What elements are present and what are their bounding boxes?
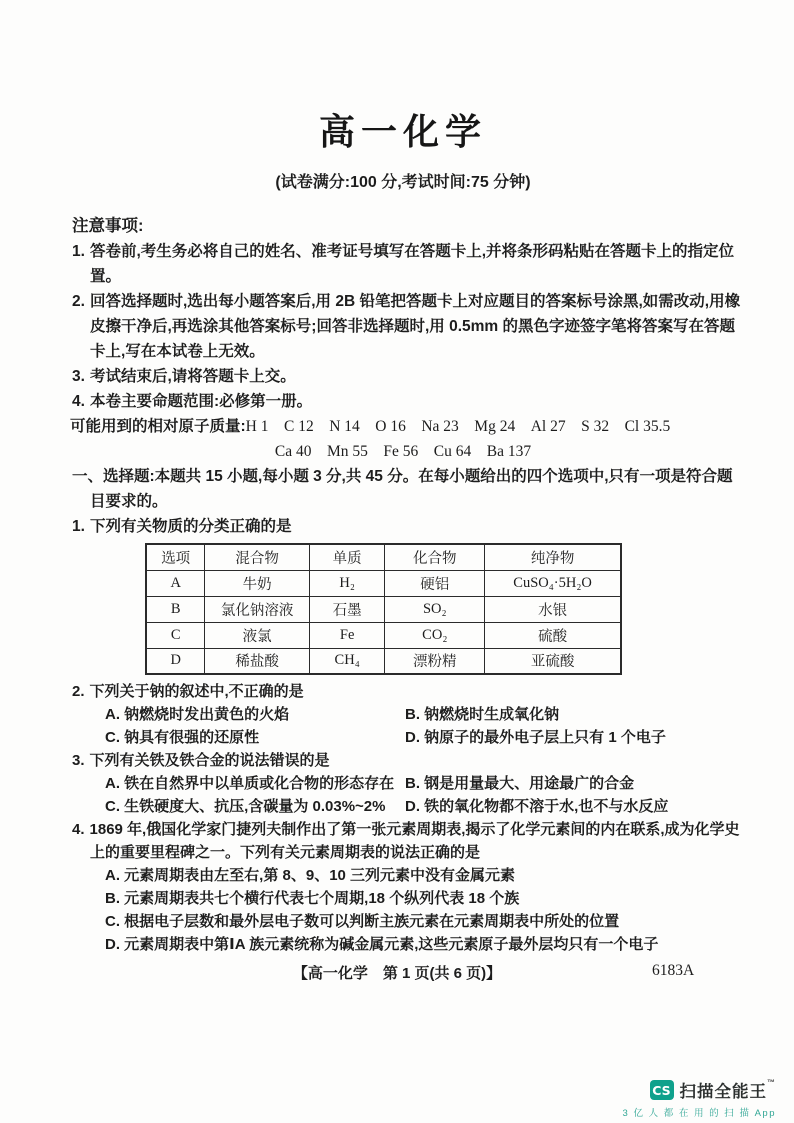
- notice-item-number: 2.: [72, 293, 85, 310]
- camscanner-logo-icon: [650, 1080, 674, 1100]
- question-stem-text: 下列有关铁及铁合金的说法错误的是: [89, 752, 330, 769]
- option-d: D. 铁的氧化物都不溶于水,也不与水反应: [405, 798, 669, 815]
- exam-meta-line: (试卷满分:100 分,考试时间:75 分钟): [275, 174, 531, 191]
- question-stem: [72, 749, 742, 772]
- notice-item-text: 答卷前,考生务必将自己的姓名、准考证号填写在答题卡上,并将条形码粘贴在答题卡上的指定位置。: [89, 243, 735, 285]
- question-stem: [72, 818, 742, 864]
- notice-item-3: [72, 364, 742, 389]
- table-cell: CO₂: [385, 622, 485, 648]
- table-header-cell: 纯净物: [485, 544, 621, 570]
- question-4: [64, 818, 742, 956]
- question-number: 4.: [72, 821, 85, 838]
- watermark-tagline: 3 亿 人 都 在 用 的 扫 描 App: [622, 1108, 776, 1119]
- question-number: 3.: [72, 752, 85, 769]
- notice-item-number: 3.: [72, 368, 85, 385]
- question-number: 2.: [72, 683, 85, 700]
- exam-code: 6183A: [652, 962, 695, 979]
- notice-item-text: 回答选择题时,选出每小题答案后,用 2B 铅笔把答题卡上对应题目的答案标号涂黑,如需改动,用橡皮擦干净后,再选涂其他答案标号;回答非选择题时,用 0.5mm 的黑色字迹签字笔将答案写在答题卡上,写在本试卷上无效。: [89, 293, 741, 360]
- atomic-masses-section: [64, 414, 742, 464]
- notice-item-4: [72, 389, 742, 414]
- atomic-masses-label: 可能用到的相对原子质量:: [70, 418, 246, 435]
- table-header-cell: 化合物: [385, 544, 485, 570]
- footer-page-label: 【高一化学 第 1 页(共 6 页)】: [292, 965, 502, 982]
- table-cell: 漂粉精: [385, 648, 485, 674]
- question-stem-text: 下列关于钠的叙述中,不正确的是: [89, 683, 304, 700]
- table-cell: A: [146, 570, 205, 596]
- question-stem-text: 下列有关物质的分类正确的是: [89, 518, 292, 535]
- table-row: [146, 596, 621, 622]
- option-b: B. 元素周期表共七个横行代表七个周期,18 个纵列代表 18 个族: [105, 890, 520, 907]
- camscanner-badge-text: CS: [652, 1082, 671, 1098]
- option-c: C. 根据电子层数和最外层电子数可以判断主族元素在元素周期表中所处的位置: [105, 913, 620, 930]
- table-row: [146, 570, 621, 596]
- question-options: [105, 703, 742, 749]
- question-number: 1.: [72, 518, 85, 535]
- page-content: [64, 112, 742, 956]
- option-a: A. 铁在自然界中以单质或化合物的形态存在: [105, 775, 395, 792]
- table-cell: SO₂: [385, 596, 485, 622]
- table-cell: H₂: [309, 570, 385, 596]
- table-cell: CuSO₄·5H₂O: [485, 570, 621, 596]
- option-a: A. 钠燃烧时发出黄色的火焰: [105, 706, 290, 723]
- table-cell: B: [146, 596, 205, 622]
- watermark-app-name: [680, 1078, 777, 1102]
- table-cell: 硫酸: [485, 622, 621, 648]
- table-header-cell: 单质: [309, 544, 385, 570]
- option-c: C. 钠具有很强的还原性: [105, 729, 260, 746]
- scan-watermark: [623, 1078, 776, 1119]
- question-2: [64, 680, 742, 749]
- atomic-masses-line-2: Ca 40 Mn 55 Fe 56 Cu 64 Ba 137: [274, 443, 532, 460]
- table-cell: 氯化钠溶液: [205, 596, 310, 622]
- section-one-heading: 一、选择题:本题共 15 小题,每小题 3 分,共 45 分。在每小题给出的四个选项中,只有一项是符合题目要求的。: [72, 468, 733, 510]
- q1-classification-table: [145, 543, 622, 675]
- question-options: [105, 772, 742, 818]
- notice-item-text: 本卷主要命题范围:必修第一册。: [89, 393, 313, 410]
- option-b: B. 钢是用量最大、用途最广的合金: [405, 775, 635, 792]
- notice-item-number: 4.: [72, 393, 85, 410]
- notice-item-text: 考试结束后,请将答题卡上交。: [89, 368, 296, 385]
- question-stem-text: 1869 年,俄国化学家门捷列夫制作出了第一张元素周期表,揭示了化学元素间的内在联系,成为化学史上的重要里程碑之一。下列有关元素周期表的说法正确的是: [89, 821, 740, 861]
- question-stem: [72, 680, 742, 703]
- table-cell: 石墨: [309, 596, 385, 622]
- atomic-masses-line-1: [70, 414, 742, 439]
- notice-heading: 注意事项:: [72, 217, 144, 235]
- trademark-symbol: ™: [767, 1078, 776, 1087]
- page-title: 高一化学: [318, 111, 487, 152]
- option-c: C. 生铁硬度大、抗压,含碳量为 0.03%~2%: [105, 798, 386, 815]
- table-cell: 硬铝: [385, 570, 485, 596]
- option-d: D. 元素周期表中第ⅠA 族元素统称为碱金属元素,这些元素原子最外层均只有一个电子: [105, 936, 659, 953]
- question-1: [64, 514, 742, 675]
- table-header-cell: 选项: [146, 544, 205, 570]
- table-cell: Fe: [309, 622, 385, 648]
- table-header-cell: 混合物: [205, 544, 310, 570]
- table-row: [146, 648, 621, 674]
- notice-section: [64, 214, 742, 414]
- option-b: B. 钠燃烧时生成氧化钠: [405, 706, 560, 723]
- question-stem: [72, 514, 742, 539]
- table-cell: 牛奶: [205, 570, 310, 596]
- watermark-logo-row: [623, 1078, 776, 1102]
- question-3: [64, 749, 742, 818]
- page-footer: [0, 962, 794, 983]
- notice-item-1: [72, 239, 742, 289]
- table-cell: 水银: [485, 596, 621, 622]
- table-cell: 稀盐酸: [205, 648, 310, 674]
- atomic-masses-values: H 1 C 12 N 14 O 16 Na 23 Mg 24 Al 27 S 32 Cl 35.5: [245, 418, 671, 435]
- table-header-row: [146, 544, 621, 570]
- notice-item-number: 1.: [72, 243, 85, 260]
- table-cell: 亚硫酸: [485, 648, 621, 674]
- option-d: D. 钠原子的最外电子层上只有 1 个电子: [405, 729, 666, 746]
- table-cell: C: [146, 622, 205, 648]
- option-a: A. 元素周期表由左至右,第 8、9、10 三列元素中没有金属元素: [105, 867, 516, 884]
- table-row: [146, 622, 621, 648]
- table-cell: 液氯: [205, 622, 310, 648]
- notice-item-2: [72, 289, 742, 364]
- table-cell: CH₄: [309, 648, 385, 674]
- table-cell: D: [146, 648, 205, 674]
- watermark-name-text: 扫描全能王: [679, 1083, 767, 1101]
